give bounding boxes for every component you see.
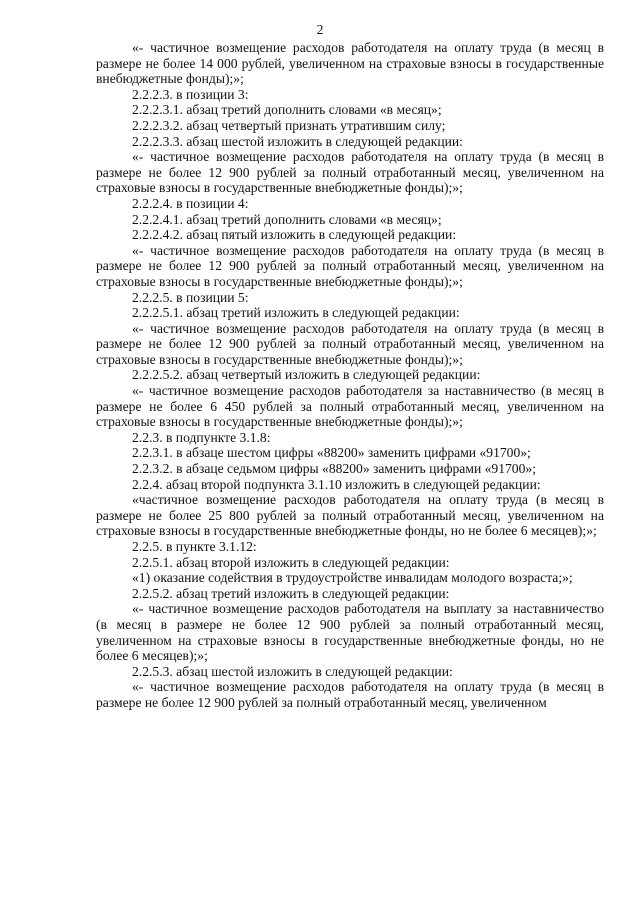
paragraph: 2.2.2.5.2. абзац четвертый изложить в следующей редакции: [132,367,481,383]
paragraph: «- частичное возмещение расходов работодателя на оплату труда (в месяц в размере не более 12 900 рублей за полный отработанный месяц, увеличенном на страховые взносы в государственные внебюджетные фонды);»; [96,242,604,289]
paragraph: 2.2.3.1. в абзаце шестом цифры «88200» заменить цифрами «91700»; [132,445,531,461]
paragraph: 2.2.2.5. в позиции 5: [132,289,249,305]
paragraph: 2.2.3. в подпункте 3.1.8: [132,429,271,445]
paragraph: 2.2.5. в пункте 3.1.12: [132,539,257,554]
paragraph: 2.2.2.4.1. абзац третий дополнить словами «в месяц»; [132,211,442,227]
document-body [96,40,604,711]
paragraph: 2.2.2.4.2. абзац пятый изложить в следующей редакции: [132,227,457,243]
paragraph: «- частичное возмещение расходов работодателя на оплату труда (в месяц в размере не более 12 900 рублей за полный отработанный месяц, увеличенном [96,679,604,710]
paragraph: 2.2.3.2. в абзаце седьмом цифры «88200» заменить цифрами «91700»; [132,461,536,477]
paragraph: 2.2.2.3.3. абзац шестой изложить в следующей редакции: [132,133,463,149]
paragraph: 2.2.2.3.1. абзац третий дополнить словами «в месяц»; [132,102,442,118]
paragraph: 2.2.2.3.2. абзац четвертый признать утратившим силу; [132,117,446,133]
paragraph: 2.2.5.3. абзац шестой изложить в следующей редакции: [132,663,453,679]
paragraph: «- частичное возмещение расходов работодателя на оплату труда (в месяц в размере не более 12 900 рублей за полный отработанный месяц, увеличенном на страховые взносы в государственные внебюджетные фонды);»; [96,149,604,196]
paragraph: 2.2.4. абзац второй подпункта 3.1.10 изложить в следующей редакции: [132,476,541,492]
paragraph: «- частичное возмещение расходов работодателя за наставничество (в месяц в размере не более 6 450 рублей за полный отработанный месяц, увеличенном на страховые взносы в государственные внебюджетные фонды);»; [96,383,604,430]
paragraph: «- частичное возмещение расходов работодателя на выплату за наставничество (в месяц в размере не более 12 900 рублей за полный отработанный месяц, увеличенном на страховые взносы в государственные внебюджетные фонды, но не более 6 месяцев);»; [96,601,604,664]
paragraph: «- частичное возмещение расходов работодателя на оплату труда (в месяц в размере не более 14 000 рублей, увеличенном на страховые взносы в государственные внебюджетные фонды);»; [96,40,604,87]
paragraph: «частичное возмещение расходов работодателя на оплату труда (в месяц в размере не более 25 800 рублей за полный отработанный месяц, увеличенном на страховые взносы в государственные внебюджетные фонды, но не более 6 месяцев);»; [96,492,604,539]
paragraph: 2.2.2.5.1. абзац третий изложить в следующей редакции: [132,305,460,321]
paragraph: 2.2.5.1. абзац второй изложить в следующей редакции: [132,554,450,570]
paragraph: 2.2.5.2. абзац третий изложить в следующей редакции: [132,585,450,601]
paragraph: 2.2.2.3. в позиции 3: [132,86,249,102]
paragraph: 2.2.2.4. в позиции 4: [132,195,249,211]
paragraph: «- частичное возмещение расходов работодателя на оплату труда (в месяц в размере не более 12 900 рублей за полный отработанный месяц, увеличенном на страховые взносы в государственные внебюджетные фонды);»; [96,320,604,367]
paragraph: «1) оказание содействия в трудоустройстве инвалидам молодого возраста;»; [132,570,573,586]
page-number: 2 [316,22,324,37]
